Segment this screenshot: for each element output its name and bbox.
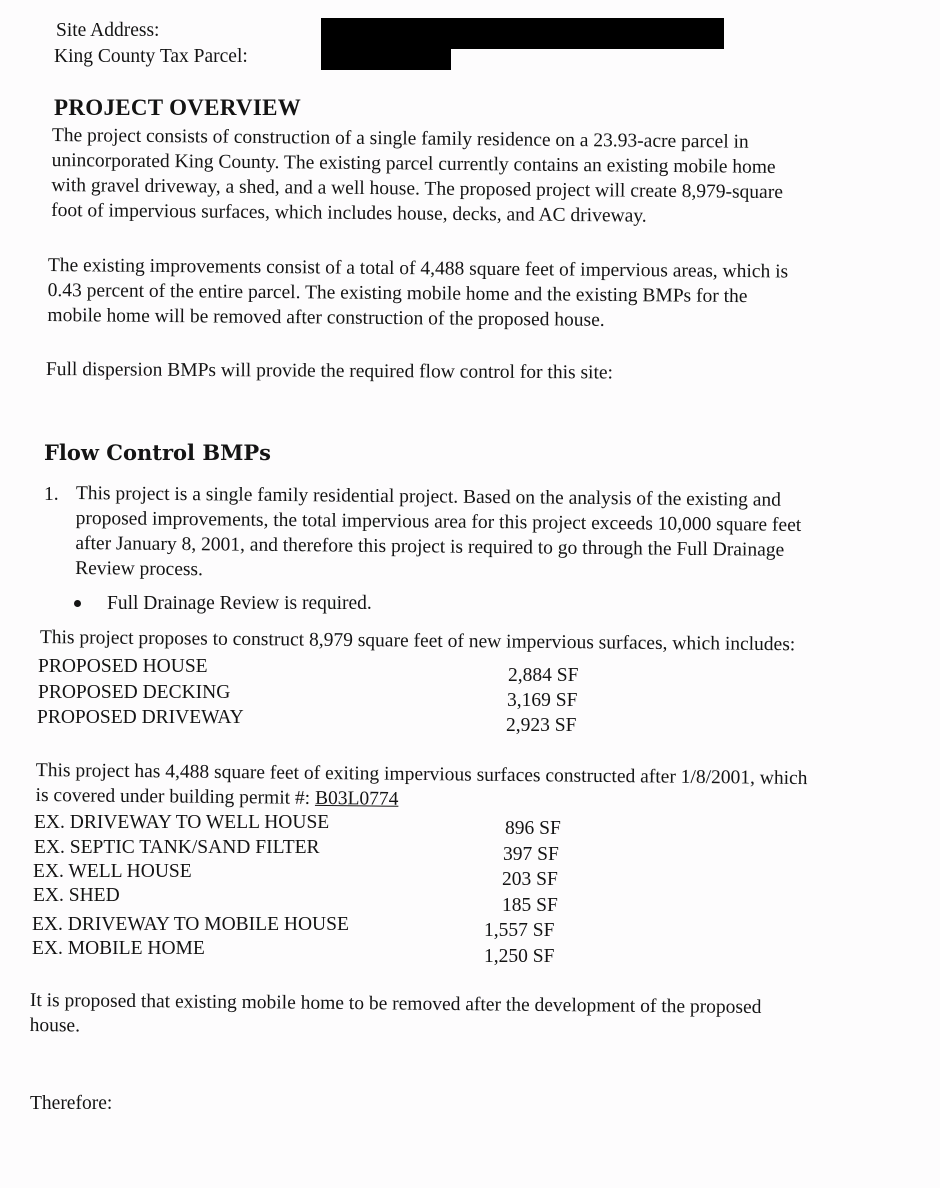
existing-row-value: 203 SF <box>502 869 558 890</box>
redaction-site-address <box>321 18 724 49</box>
overview-paragraph-1 <box>51 123 783 230</box>
proposed-row-value: 2,923 SF <box>506 715 577 736</box>
text-line: This project has 4,488 square feet of exiting impervious surfaces constructed after 1/8/2001, which <box>35 759 808 790</box>
proposed-row-label: PROPOSED DECKING <box>38 682 231 703</box>
existing-row-value: 896 SF <box>505 818 561 839</box>
text-line: house. <box>29 1014 81 1037</box>
existing-row-value: 1,557 SF <box>484 920 555 941</box>
existing-intro <box>35 758 807 816</box>
existing-row-value: 1,250 SF <box>484 946 555 967</box>
existing-row-label: EX. DRIVEWAY TO WELL HOUSE <box>34 812 330 833</box>
text-line: 0.43 percent of the entire parcel. The existing mobile home and the existing BMPs for the <box>47 279 748 308</box>
list-item-number: 1. <box>44 484 59 505</box>
redaction-tax-parcel <box>321 47 451 70</box>
bullet-icon <box>74 600 81 607</box>
site-address-label: Site Address: <box>56 20 160 41</box>
proposed-row-label: PROPOSED HOUSE <box>38 656 208 677</box>
text-line: proposed improvements, the total impervious area for this project exceeds 10,000 square feet <box>75 507 802 536</box>
existing-row-label: EX. SHED <box>33 885 120 906</box>
existing-row-label: EX. DRIVEWAY TO MOBILE HOUSE <box>32 914 349 935</box>
tax-parcel-label: King County Tax Parcel: <box>54 46 248 67</box>
existing-row-label: EX. WELL HOUSE <box>33 861 192 882</box>
proposed-intro: This project proposes to construct 8,979 square feet of new impervious surfaces, which includes: <box>39 626 796 656</box>
flow-control-heading: Flow Control BMPs <box>44 440 271 465</box>
proposed-row-value: 3,169 SF <box>507 690 578 711</box>
text-line: Review process. <box>75 557 204 581</box>
text-line: with gravel driveway, a shed, and a well house. The proposed project will create 8,979-square <box>51 174 784 204</box>
text-line: It is proposed that existing mobile home to be removed after the development of the proposed <box>29 989 762 1019</box>
closing-paragraph <box>30 988 762 1045</box>
text-line: unincorporated King County. The existing parcel currently contains an existing mobile home <box>51 149 776 178</box>
flow-control-item-1 <box>75 481 802 588</box>
existing-row-value: 397 SF <box>503 844 559 865</box>
therefore-label: Therefore: <box>30 1093 113 1114</box>
text-line: This project is a single family residential project. Based on the analysis of the existing and <box>75 482 782 511</box>
bullet-text: Full Drainage Review is required. <box>107 593 372 614</box>
project-overview-heading: PROJECT OVERVIEW <box>54 95 302 120</box>
proposed-row-label: PROPOSED DRIVEWAY <box>37 707 244 728</box>
existing-row-label: EX. MOBILE HOME <box>32 938 205 959</box>
text-line: The existing improvements consist of a total of 4,488 square feet of impervious areas, which is <box>47 254 789 283</box>
existing-row-label: EX. SEPTIC TANK/SAND FILTER <box>34 837 320 858</box>
overview-paragraph-2 <box>47 253 788 334</box>
text-line: foot of impervious surfaces, which includes house, decks, and AC driveway. <box>51 199 647 227</box>
text-line: after January 8, 2001, and therefore this project is required to go through the Full Drainage <box>75 532 785 561</box>
overview-paragraph-3: Full dispersion BMPs will provide the required flow control for this site: <box>45 358 614 384</box>
text-line: The project consists of construction of a single family residence on a 23.93-acre parcel in <box>51 124 749 153</box>
existing-row-value: 185 SF <box>502 895 558 916</box>
permit-number: B03L0774 <box>314 787 399 810</box>
proposed-row-value: 2,884 SF <box>508 665 579 686</box>
text-line: mobile home will be removed after construction of the proposed house. <box>47 304 605 331</box>
permit-prefix: is covered under building permit #: <box>35 784 316 809</box>
